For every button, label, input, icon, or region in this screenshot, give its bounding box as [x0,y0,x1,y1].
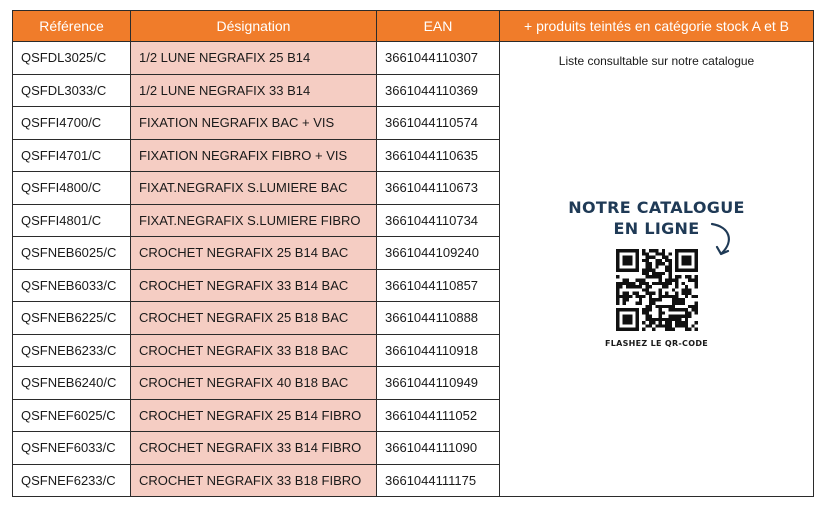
cell-ean: 3661044110918 [377,334,500,367]
cell-reference: QSFFI4701/C [13,139,131,172]
qr-caption: FLASHEZ LE QR-CODE [604,339,709,348]
cell-designation: CROCHET NEGRAFIX 25 B18 BAC [131,302,377,335]
cell-designation: FIXATION NEGRAFIX FIBRO + VIS [131,139,377,172]
cell-reference: QSFNEF6033/C [13,432,131,465]
promo-title-line2: EN LIGNE [613,219,700,238]
cell-ean: 3661044110574 [377,107,500,140]
cell-designation: CROCHET NEGRAFIX 25 B14 BAC [131,237,377,270]
cell-reference: QSFDL3033/C [13,74,131,107]
cell-designation: CROCHET NEGRAFIX 33 B14 FIBRO [131,432,377,465]
catalogue-info-panel [500,42,814,497]
cell-designation: CROCHET NEGRAFIX 33 B14 BAC [131,269,377,302]
cell-designation: 1/2 LUNE NEGRAFIX 25 B14 [131,42,377,75]
cell-reference: QSFNEF6025/C [13,399,131,432]
table-body [13,42,814,497]
cell-designation: CROCHET NEGRAFIX 33 B18 BAC [131,334,377,367]
cell-ean: 3661044111052 [377,399,500,432]
cell-reference: QSFDL3025/C [13,42,131,75]
cell-ean: 3661044110949 [377,367,500,400]
cell-designation: FIXAT.NEGRAFIX S.LUMIERE BAC [131,172,377,205]
cell-designation: FIXAT.NEGRAFIX S.LUMIERE FIBRO [131,204,377,237]
cell-ean: 3661044109240 [377,237,500,270]
cell-ean: 3661044110857 [377,269,500,302]
header-reference: Référence [13,11,131,42]
catalogue-note: Liste consultable sur notre catalogue [558,54,755,68]
cell-ean: 3661044111175 [377,464,500,497]
product-table [12,10,814,497]
table-header-row [13,11,814,42]
cell-reference: QSFNEB6240/C [13,367,131,400]
promo-title-line1: NOTRE CATALOGUE [568,198,745,217]
cell-designation: 1/2 LUNE NEGRAFIX 33 B14 [131,74,377,107]
cell-ean: 3661044110734 [377,204,500,237]
cell-reference: QSFFI4801/C [13,204,131,237]
cell-ean: 3661044110888 [377,302,500,335]
cell-ean: 3661044111090 [377,432,500,465]
cell-ean: 3661044110369 [377,74,500,107]
cell-designation: CROCHET NEGRAFIX 33 B18 FIBRO [131,464,377,497]
cell-reference: QSFFI4800/C [13,172,131,205]
qr-wrapper [616,249,698,331]
cell-reference: QSFFI4700/C [13,107,131,140]
cell-designation: FIXATION NEGRAFIX BAC + VIS [131,107,377,140]
online-catalogue-promo [500,197,813,348]
header-ean: EAN [377,11,500,42]
cell-reference: QSFNEB6025/C [13,237,131,270]
header-designation: Désignation [131,11,377,42]
cell-reference: QSFNEB6225/C [13,302,131,335]
cell-ean: 3661044110635 [377,139,500,172]
cell-reference: QSFNEB6033/C [13,269,131,302]
cell-reference: QSFNEF6233/C [13,464,131,497]
qr-code-icon[interactable] [616,249,698,331]
curved-arrow-icon [708,221,738,261]
cell-ean: 3661044110673 [377,172,500,205]
cell-designation: CROCHET NEGRAFIX 40 B18 BAC [131,367,377,400]
header-extra-products: + produits teintés en catégorie stock A et B [500,11,814,42]
cell-reference: QSFNEB6233/C [13,334,131,367]
cell-ean: 3661044110307 [377,42,500,75]
cell-designation: CROCHET NEGRAFIX 25 B14 FIBRO [131,399,377,432]
table-row [13,42,814,75]
